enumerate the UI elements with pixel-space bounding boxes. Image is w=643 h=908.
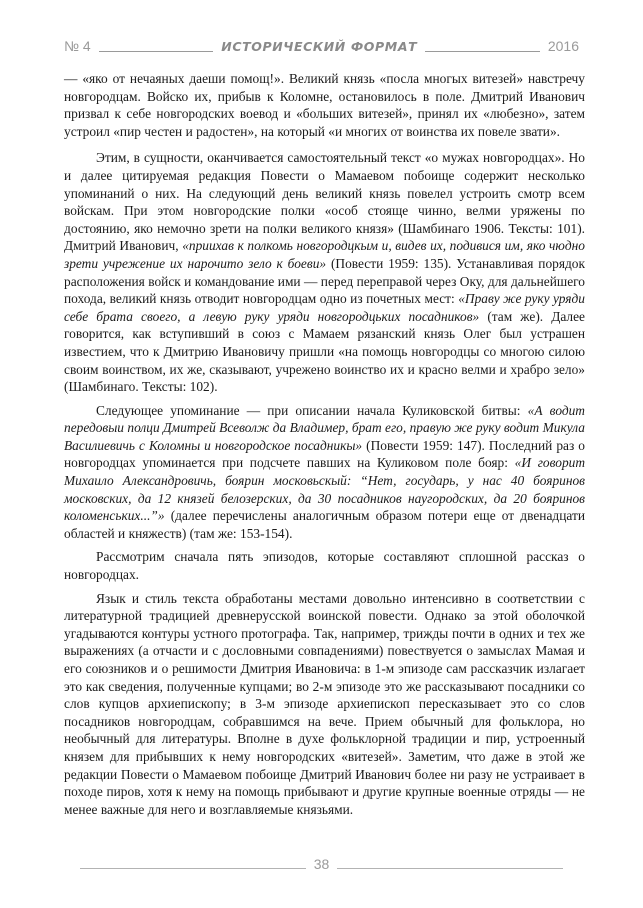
quotation-italic: «Праву же руку уряди себе брата своего, а левую руку уряди новгородцьких посадников» [64,291,585,324]
paragraph-text: (Повести 1959: 135). Устанавливая порядок расположения войск и командование ими — перед переправой через Оку, для дальнейшего похода, великий князь отводит новгородцам одно из почетных мест: [64,255,586,307]
footer-rule-right [337,868,563,869]
paragraph-text: — «яко от нечаяных даеши помощ!». Великий князь «посла многых витезей» навстречу новгородцам. Войско их, прибыв к Коломне, остановилось в поле. Дмитрий Иванович призвал к себе новгородских воевод и «больших витезей», принял их «любезно», затем устроил «пир честен и радостен», на который «и многих от воинства их повеле звати». [64,71,585,139]
paragraph-text: (Повести 1959: 147). Последний раз о новгородцах упоминается при подсчете павших на Куликовом поле бояр: [64,437,585,471]
body-paragraph [64,402,585,543]
page-number: 38 [313,856,330,872]
paragraph-text: (там же). Далее говорится, как вступивший в союз с Мамаем рязанский князь Олег был устрашен известием, что к Дмитрию Ивановичу пришли «на помощь новгородцы со многою силою своим воинством, их же, сказывают, учрежено воинство их и красно велми и храбро зело» (Шамбинаго. Тексты: 102). [64,308,585,395]
header-rule-left [99,51,214,52]
page-footer [80,856,563,872]
body-paragraph [64,70,585,140]
issue-number: № 4 [64,38,91,54]
article-body [64,70,585,824]
paragraph-text: Рассмотрим сначала пять эпизодов, которые составляют сплошной рассказ о новгородцах. [64,549,585,583]
paragraph-text: Язык и стиль текста обработаны местами довольно интенсивно в соответствии с литературной традицией древнерусской воинской повести. Однако за этой оболочкой угадываются контуры устного протографа. Так, например, трижды почти в одних и тех же выражениях (а отчасти и с дословными совпадениями) повествуется о замыслах Мамая и его союзников и о решимости Дмитрия Ивановича: в 1-м эпизоде сам рассказчик излагает это как сведения, полученные купцами; во 2-м эпизоде это же рассказывают посадники со слов купцов архиепископу; в 3-м эпизоде архиепископ пересказывает это со слов посадников новгородцам, собравшимся на вече. Прием обычный для фольклора, но необычный для литературы. Вполне в духе фольклорной традиции и пир, устроенный князем для прибывших к нему новгородских «витезей». Заметим, что даже в этой же редакции Повести о Мамаевом побоище Дмитрий Иванович более ни разу не устраивает в походе пиров, хотя к нему на помощь прибывают и другие крупные военные отряды — не менее важные для него и возглавляемые князьями. [64,590,585,817]
paragraph-text: (далее перечислены аналогичным образом потери еще от двенадцати областей и княжеств) (там же: 153-154). [64,508,585,541]
running-header [64,36,579,56]
quotation-italic: «И говорит Михаило Александровичь, боярин московьскый: “Нет, государь, у нас 40 бояринов московских, да 12 князей белозерских, да 30 посадников наугородских, да 20 бояринов коломенських...”» [64,455,586,524]
header-rule-right [425,51,540,52]
journal-title: ИСТОРИЧЕСКИЙ ФОРМАТ [221,38,418,54]
quotation-italic: «приихав к полкомь новгородцкым и, видев их, подивися им, яко чюдно зрети учрежение их нарочито зело к боеви» [64,238,585,271]
body-paragraph [64,149,585,395]
paragraph-text: Этим, в сущности, оканчивается самостоятельный текст «о мужах новгородцах». Но и далее цитируемая редакция Повести о Мамаевом побоище содержит несколько упоминаний о них. На следующий день великий князь повелел устроить смотр всем войскам. При этом новгородские полки «особ стояще чинно, велми уряжены по достоянию, яко немочно зрети на полки великого князя» (Шамбинаго 1906. Тексты: 101). Дмитрий Иванович, [64,150,585,254]
footer-rule-left [80,868,306,869]
issue-year: 2016 [547,38,579,54]
body-paragraph [64,548,585,583]
paragraph-text: Следующее упоминание — при описании начала Куликовской битвы: [96,402,528,418]
body-paragraph [64,590,585,819]
quotation-italic: «А водит передовыи полци Дмитрей Всеволж да Владимер, брат его, правую же руку водит Микула Василиевичь с Коломны и новгородское посадникы» [64,402,585,453]
